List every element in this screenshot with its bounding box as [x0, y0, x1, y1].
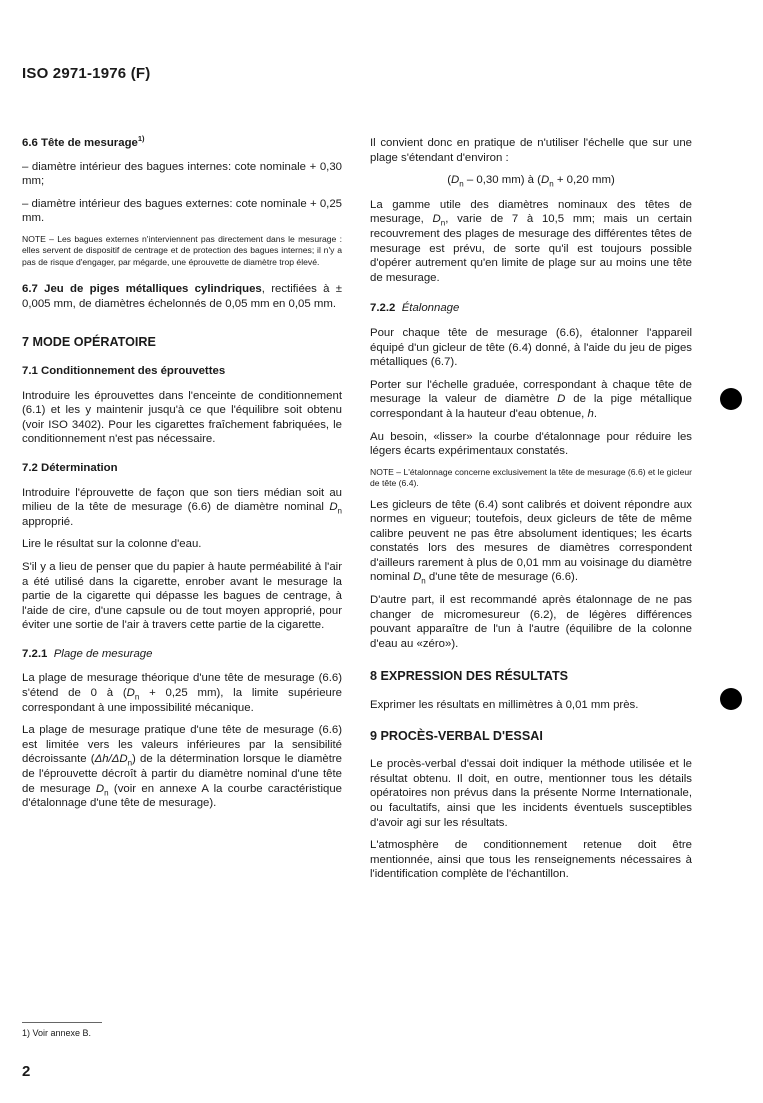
section-7-2-paragraph-1: Introduire l'éprouvette de façon que son tiers médian soit au milieu de la tête de mesurage (6.6) de diamètre nominal $D_n$ approprié. — [22, 486, 342, 528]
section-8-heading: 8 EXPRESSION DES RÉSULTATS — [370, 669, 569, 684]
section-7-2-1-paragraph-1: La plage de mesurage théorique d'une tête de mesurage (6.6) s'étend de 0 à ($D_n + 0,25$ mm), la limite supérieure correspondant à une impossibilité mécanique. — [22, 672, 342, 714]
section-7-heading: 7 MODE OPÉRATOIRE — [22, 335, 156, 350]
right-column — [370, 136, 692, 890]
margin-dot-2 — [720, 688, 742, 710]
section-7-2-2-note: NOTE – L'étalonnage concerne exclusivement la tête de mesurage (6.6) et le gicleur de tête (6.4). — [370, 466, 692, 489]
section-7-1-heading: 7.1 Conditionnement des éprouvettes — [22, 364, 226, 377]
section-7-2-2-paragraph-2: Porter sur l'échelle graduée, correspondant à chaque tête de mesurage la valeur de diamètre D de la pige métallique correspondant à la hauteur d'eau obtenue, h. — [370, 378, 692, 420]
footnote-rule — [22, 1022, 102, 1023]
page-number: 2 — [22, 1063, 31, 1080]
section-6-6-note: NOTE – Les bagues externes n'interviennent pas directement dans le mesurage : elles servent de dispositif de centrage et de protection des bagues internes; il n'y a pas de risque d'engager, par mégarde, une éprouvette de diamètre trop élevé. — [22, 233, 342, 267]
document-id: ISO 2971-1976 (F) — [22, 65, 151, 82]
section-7-2-1-heading: 7.2.1 Plage de mesurage — [22, 647, 153, 660]
range-formula: ($D_n - 0,30$ mm) à ($D_n + 0,20$ mm) — [447, 174, 615, 189]
section-7-2-2-paragraph-5: D'autre part, il est recommandé après étalonnage de ne pas changer de micromesureur (6.2), de légères différences pouvant apparaître de l'un à l'autre (équilibre de la colonne d'eau au «zéro»). — [370, 594, 692, 650]
footnote: 1) Voir annexe B. — [22, 1028, 92, 1038]
margin-dot-1 — [720, 388, 742, 410]
section-8-text: Exprimer les résultats en millimètres à 0,01 mm près. — [370, 699, 639, 712]
left-column — [22, 136, 342, 819]
section-7-2-2-paragraph-1: Pour chaque tête de mesurage (6.6), étalonner l'appareil équipé d'un gicleur de tête (6.4) donné, à l'aide du jeu de piges métalliques (6.7). — [370, 326, 692, 369]
section-7-2-2-paragraph-3: Au besoin, «lisser» la courbe d'étalonnage pour réduire les légers écarts expérimentaux constatés. — [370, 430, 692, 458]
section-9-heading: 9 PROCÈS-VERBAL D'ESSAI — [370, 728, 543, 743]
section-6-6-item-1: – diamètre intérieur des bagues internes: cote nominale + 0,30 mm; — [22, 160, 342, 188]
section-7-2-2-heading: 7.2.2 Étalonnage — [370, 302, 460, 315]
section-6-6-item-2: – diamètre intérieur des bagues externes: cote nominale + 0,25 mm. — [22, 197, 342, 225]
section-7-2-1-paragraph-2: La plage de mesurage pratique d'une tête de mesurage (6.6) est limitée vers les valeurs inférieures par la sensibilité décroissante $(\Delta h/\Delta D_n)$ de la détermination lorsque le diamètre de l'éprouvette décroît à partir du diamètre nominal d'une tête de mesurage $D_n$ (voir en annexe A la courbe caractéristique d'étalonnage d'une tête de mesurage). — [22, 724, 342, 810]
section-7-2-paragraph-3: S'il y a lieu de penser que du papier à haute perméabilité à l'air a été utilisé dans la cigarette, enrober avant le mesurage la partie de la cigarette qui dépasse les bagues de centrage, à l'aide de cire, d'une capsule ou de tout moyen approprié, pour éviter une sortie de l'air à travers cette partie de la cigarette. — [22, 560, 342, 632]
section-6-7-paragraph: 6.7 Jeu de piges métalliques cylindriques, rectifiées à ± 0,005 mm, de diamètres échelonnés de 0,05 mm en 0,05 mm. — [22, 283, 342, 310]
section-9-paragraph-1: Le procès-verbal d'essai doit indiquer la méthode utilisée et le résultat obtenu. Il doit, en outre, mentionner tous les détails opératoires non prévus dans la présente Norme Internationale, ou facultatifs, ainsi que les incidents éventuels susceptibles d'avoir agi sur les résultats. — [370, 758, 692, 829]
section-7-2-2-paragraph-4: Les gicleurs de tête (6.4) sont calibrés et doivent répondre aux normes en vigueur; toutefois, deux gicleurs de tête de même calibre peuvent ne pas être absolument identiques; les écarts constatés lors des mesures de diamètres correspondent d'ailleurs rarement à plus de 0,01 mm au voisinage du diamètre nominal $D_n$ d'une tête de mesurage (6.6). — [370, 498, 692, 586]
footnote-mark: 1) — [137, 134, 145, 144]
section-7-2-paragraph-2: Lire le résultat sur la colonne d'eau. — [22, 538, 202, 551]
section-6-6-heading: 6.6 Tête de mesurage$^{1)}$ — [22, 134, 145, 149]
section-7-1-text: Introduire les éprouvettes dans l'enceinte de conditionnement (6.1) et les y maintenir jusqu'à ce que l'équilibre soit obtenu (voir ISO 3402). Pour les cigarettes fraîchement fabriquées, le conditionnement n'est pas nécessaire. — [22, 389, 342, 446]
range-intro: Il convient donc en pratique de n'utiliser l'échelle que sur une plage s'étendant d'environ : — [370, 137, 692, 164]
range-paragraph: La gamme utile des diamètres nominaux des têtes de mesurage, $D_n$, varie de 7 à 10,5 mm; mais un certain recouvrement des plages de mesurage des différentes têtes de mesurage est prévu, de sorte qu'il est toujours possible d'opérer autrement qu'en limite de plage sur au moins une tête de mesurage. — [370, 198, 692, 284]
section-6-7-heading: 6.7 Jeu de piges métalliques cylindriques — [22, 283, 262, 296]
section-7-2-heading: 7.2 Détermination — [22, 461, 118, 474]
section-9-paragraph-2: L'atmosphère de conditionnement retenue doit être mentionnée, ainsi que tous les renseignements nécessaires à l'identification complète de l'échantillon. — [370, 839, 692, 881]
